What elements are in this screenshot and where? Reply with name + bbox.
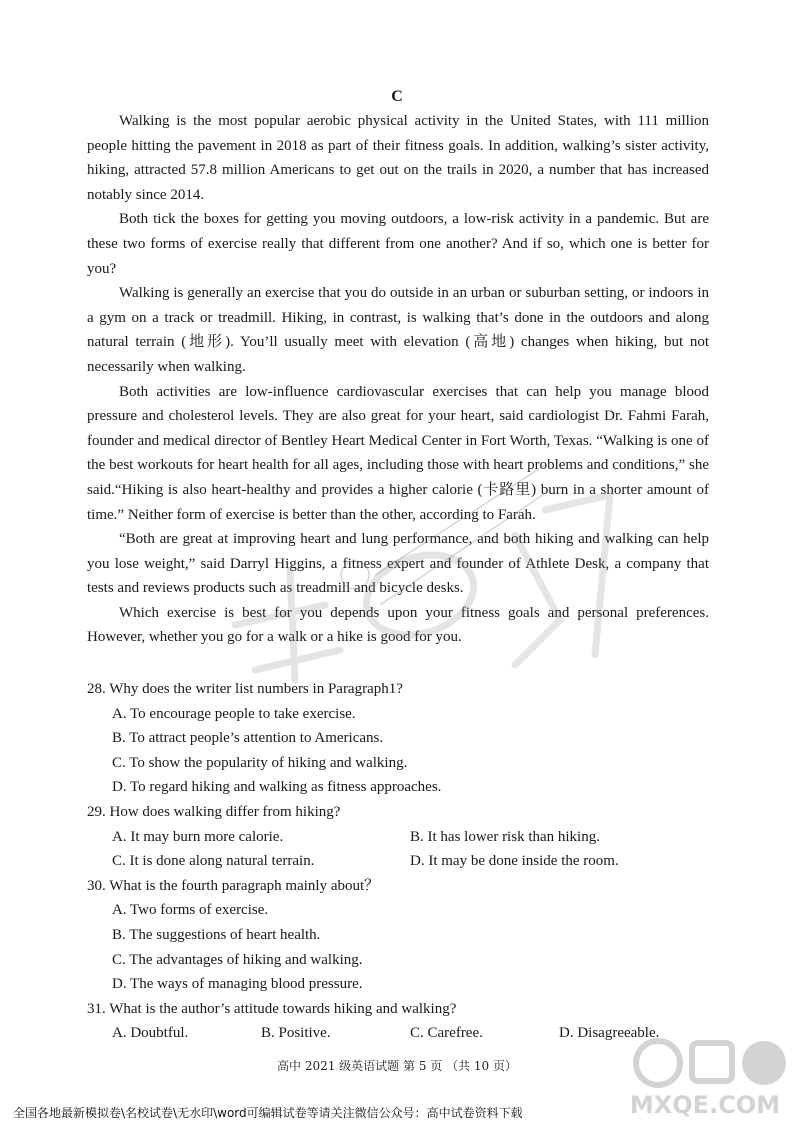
question-list [87, 677, 709, 1046]
question-28 [87, 677, 709, 800]
paragraph: Walking is generally an exercise that you do outside in an urban or suburban setting, or indoors in a gym on a track or treadmill. Hiking, in contrast, is walking that’s done in the outdoors and along natural terrain (地形). You’ll usually meet with elevation (高地) changes when hiking, but not necessarily when walking. [87, 285, 709, 375]
section-heading: C [391, 88, 403, 105]
question-stem: 28. Why does the writer list numbers in Paragraph1? [87, 681, 403, 697]
paragraph: “Both are great at improving heart and lung performance, and both hiking and walking can help you lose weight,” said Darryl Higgins, a fitness expert and founder of Athlete Desk, a company that tests and reviews products such as treadmill and bicycle desks. [87, 531, 709, 597]
paragraph: Both activities are low-influence cardiovascular exercises that can help you manage blood pressure and cholesterol levels. They are also great for your heart, said cardiologist Dr. Fahmi Farah, founder and medical director of Bentley Heart Medical Center in Fort Worth, Texas. “Walking is one of the best workouts for heart health for all ages, including those with heart problems and conditions,” she said.“Hiking is also heart-healthy and provides a higher calorie (卡路里) burn in a shorter amount of time.” Neither form of exercise is better than the other, according to Farah. [87, 383, 709, 523]
site-logo-watermark [616, 1025, 794, 1123]
option-c[interactable]: C. To show the popularity of hiking and walking. [112, 754, 408, 771]
option-a[interactable]: A. To encourage people to take exercise. [112, 705, 356, 722]
question-30 [87, 874, 709, 997]
reading-passage [87, 109, 709, 650]
question-stem: 29. How does walking differ from hiking? [87, 803, 341, 820]
option-d[interactable]: D. It may be done inside the room. [410, 853, 619, 870]
option-d[interactable]: D. The ways of managing blood pressure. [112, 976, 363, 993]
option-a[interactable]: A. Two forms of exercise. [112, 902, 269, 919]
page-footer: 高中 2021 级英语试题 第 5 页 （共 10 页） [277, 1059, 517, 1073]
question-29 [87, 800, 709, 874]
paragraph: Both tick the boxes for getting you moving outdoors, a low-risk activity in a pandemic. But are these two forms of exercise really that different from one another? And if so, which one is better for you? [87, 211, 709, 277]
question-stem: 30. What is the fourth paragraph mainly about？ [87, 877, 380, 894]
logo-text: MXQE.COM [629, 1091, 781, 1119]
paragraph: Walking is the most popular aerobic physical activity in the United States, with 111 million people hitting the pavement in 2018 as part of their fitness goals. In addition, walking’s sister activity, hiking, attracted 57.8 million Americans to get out on the trails in 2020, a number that has increased notably since 2014. [87, 113, 709, 203]
option-b[interactable]: B. The suggestions of heart health. [112, 926, 321, 943]
question-stem: 31. What is the author’s attitude towards hiking and walking? [87, 1000, 457, 1017]
option-b[interactable]: B. Positive. [261, 1025, 331, 1042]
option-c[interactable]: C. Carefree. [410, 1025, 483, 1042]
option-d[interactable]: D. To regard hiking and walking as fitness approaches. [112, 779, 442, 796]
option-a[interactable]: A. Doubtful. [112, 1025, 189, 1042]
option-b[interactable]: B. It has lower risk than hiking. [410, 828, 600, 845]
option-c[interactable]: C. The advantages of hiking and walking. [112, 951, 363, 968]
option-d[interactable]: D. Disagreeable. [559, 1025, 660, 1042]
option-a[interactable]: A. It may burn more calorie. [112, 828, 284, 845]
option-c[interactable]: C. It is done along natural terrain. [112, 853, 315, 870]
paragraph: Which exercise is best for you depends upon your fitness goals and personal preferences. However, whether you go for a walk or a hike is good for you. [87, 604, 709, 646]
option-b[interactable]: B. To attract people’s attention to Americans. [112, 730, 384, 747]
download-notice: 全国各地最新模拟卷\名校试卷\无水印\word可编辑试卷等请关注微信公众号：高中试卷资料下载 [13, 1106, 523, 1120]
